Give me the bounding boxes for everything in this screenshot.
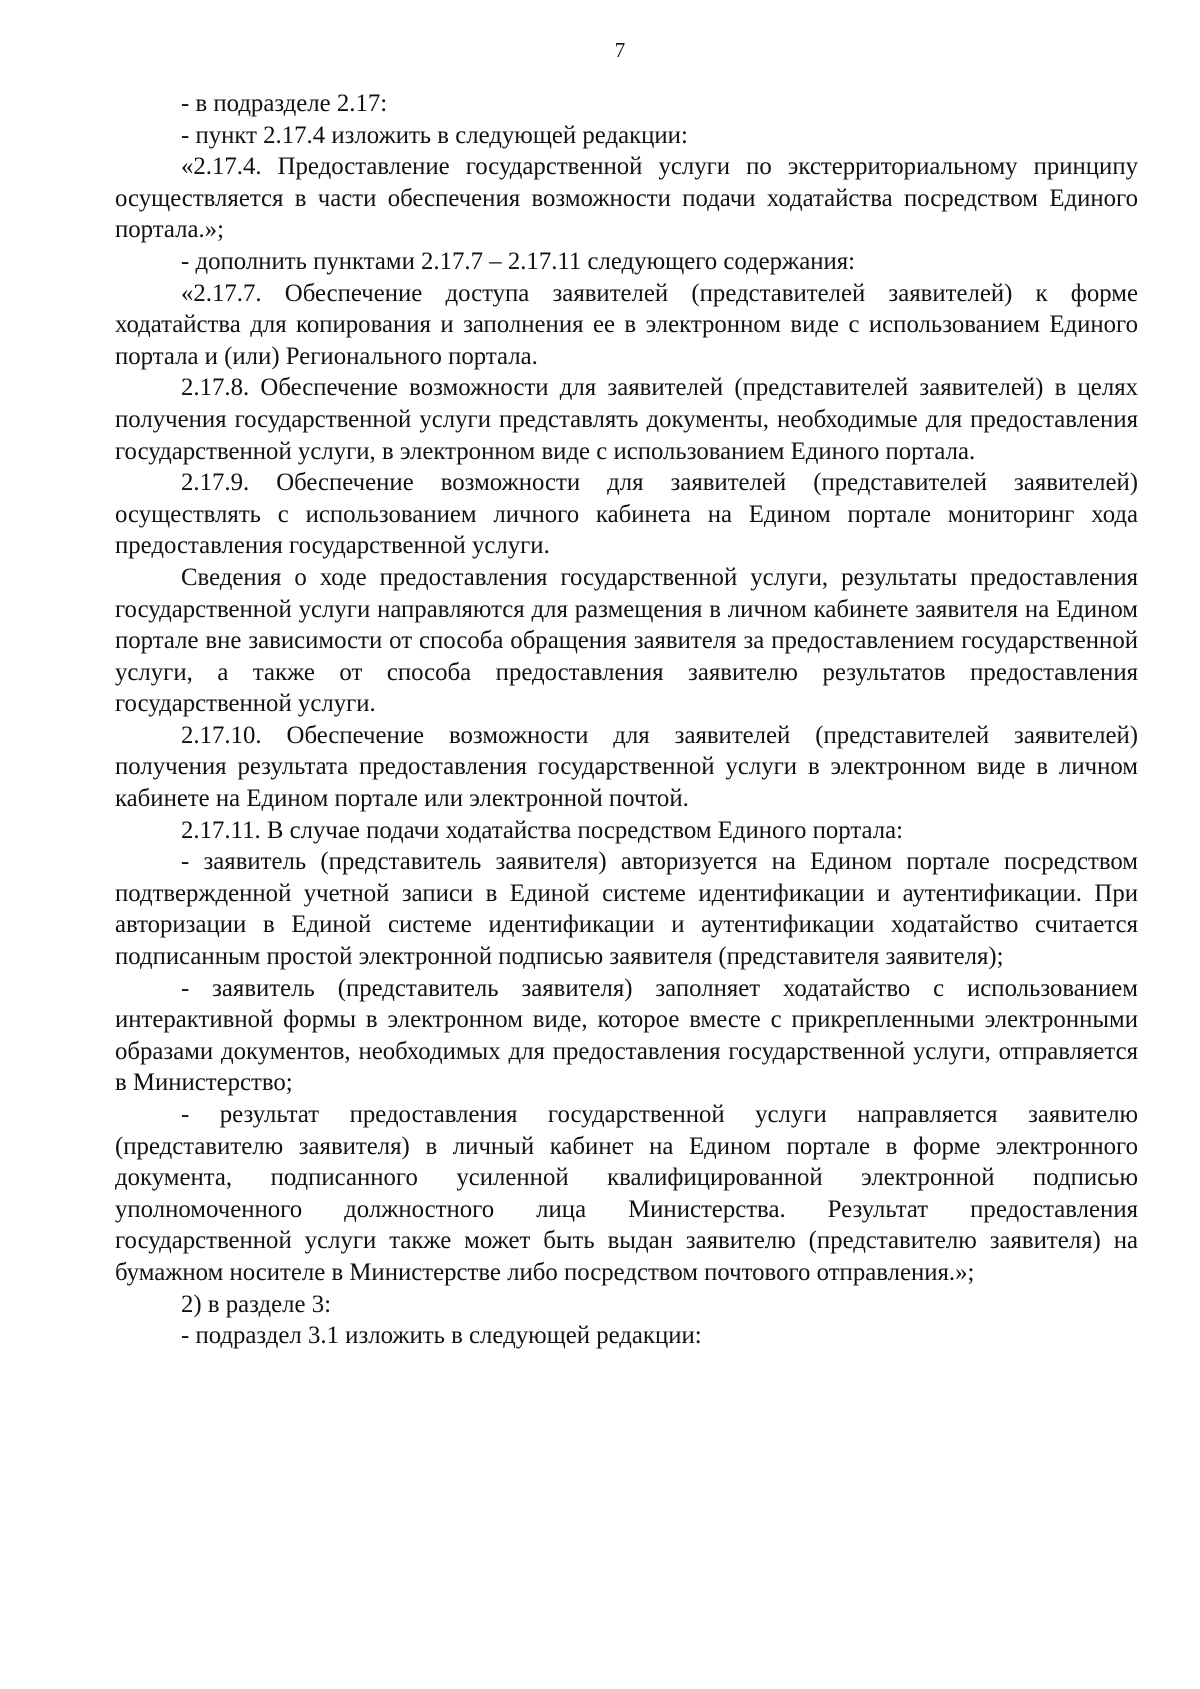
paragraph: - пункт 2.17.4 изложить в следующей редакции:	[181, 121, 688, 149]
paragraph: - в подразделе 2.17:	[181, 90, 388, 117]
paragraph: Сведения о ходе предоставления государственной услуги, результаты предоставления государственной услуги направляются для размещения в личном кабинете заявителя на Едином портале вне зависимости от способа обращения заявителя за предоставлением государственной услуги, а также от способа предоставления заявителю результатов предоставления государственной услуги.	[115, 563, 1138, 718]
paragraph: 2.17.9. Обеспечение возможности для заявителей (представителей заявителей) осуществлять с использованием личного кабинета на Едином портале мониторинг хода предоставления государственной услуги.	[115, 469, 1138, 560]
paragraph: - заявитель (представитель заявителя) заполняет ходатайство с использованием интерактивной формы в электронном виде, которое вместе с прикрепленными электронными образами документов, необходимых для предоставления государственной услуги, отправляется в Министерство;	[115, 974, 1138, 1097]
paragraph: «2.17.4. Предоставление государственной услуги по экстерриториальному принципу осуществляется в части обеспечения возможности подачи ходатайства посредством Единого портала.»;	[115, 153, 1138, 244]
paragraph: - дополнить пунктами 2.17.7 – 2.17.11 следующего содержания:	[181, 247, 856, 275]
paragraph: 2.17.8. Обеспечение возможности для заявителей (представителей заявителей) в целях получения государственной услуги представлять документы, необходимые для предоставления государственной услуги, в электронном виде с использованием Единого портала.	[115, 374, 1138, 465]
paragraph: - подраздел 3.1 изложить в следующей редакции:	[181, 1322, 702, 1350]
paragraph: 2.17.10. Обеспечение возможности для заявителей (представителей заявителей) получения результата предоставления государственной услуги в электронном виде в личном кабинете на Едином портале или электронной почтой.	[115, 721, 1138, 813]
paragraph: - заявитель (представитель заявителя) авторизуется на Едином портале посредством подтвержденной учетной записи в Единой системе идентификации и аутентификации. При авторизации в Единой системе идентификации и аутентификации ходатайство считается подписанным простой электронной подписью заявителя (представителя заявителя);	[115, 848, 1138, 971]
paragraph: - результат предоставления государственной услуги направляется заявителю (представителю заявителя) в личный кабинет на Едином портале в форме электронного документа, подписанного усиленной квалифицированной электронной подписью уполномоченного должностного лица Министерства. Результат предоставления государственной услуги также может быть выдан заявителю (представителю заявителя) на бумажном носителе в Министерстве либо посредством почтового отправления.»;	[115, 1101, 1138, 1286]
document-body	[115, 88, 1138, 1352]
page-number: 7	[614, 38, 626, 62]
paragraph: 2) в разделе 3:	[181, 1290, 332, 1318]
paragraph: 2.17.11. В случае подачи ходатайства посредством Единого портала:	[181, 816, 903, 844]
paragraph: «2.17.7. Обеспечение доступа заявителей (представителей заявителей) к форме ходатайства для копирования и заполнения ее в электронном виде с использованием Единого портала и (или) Регионального портала.	[115, 279, 1138, 370]
